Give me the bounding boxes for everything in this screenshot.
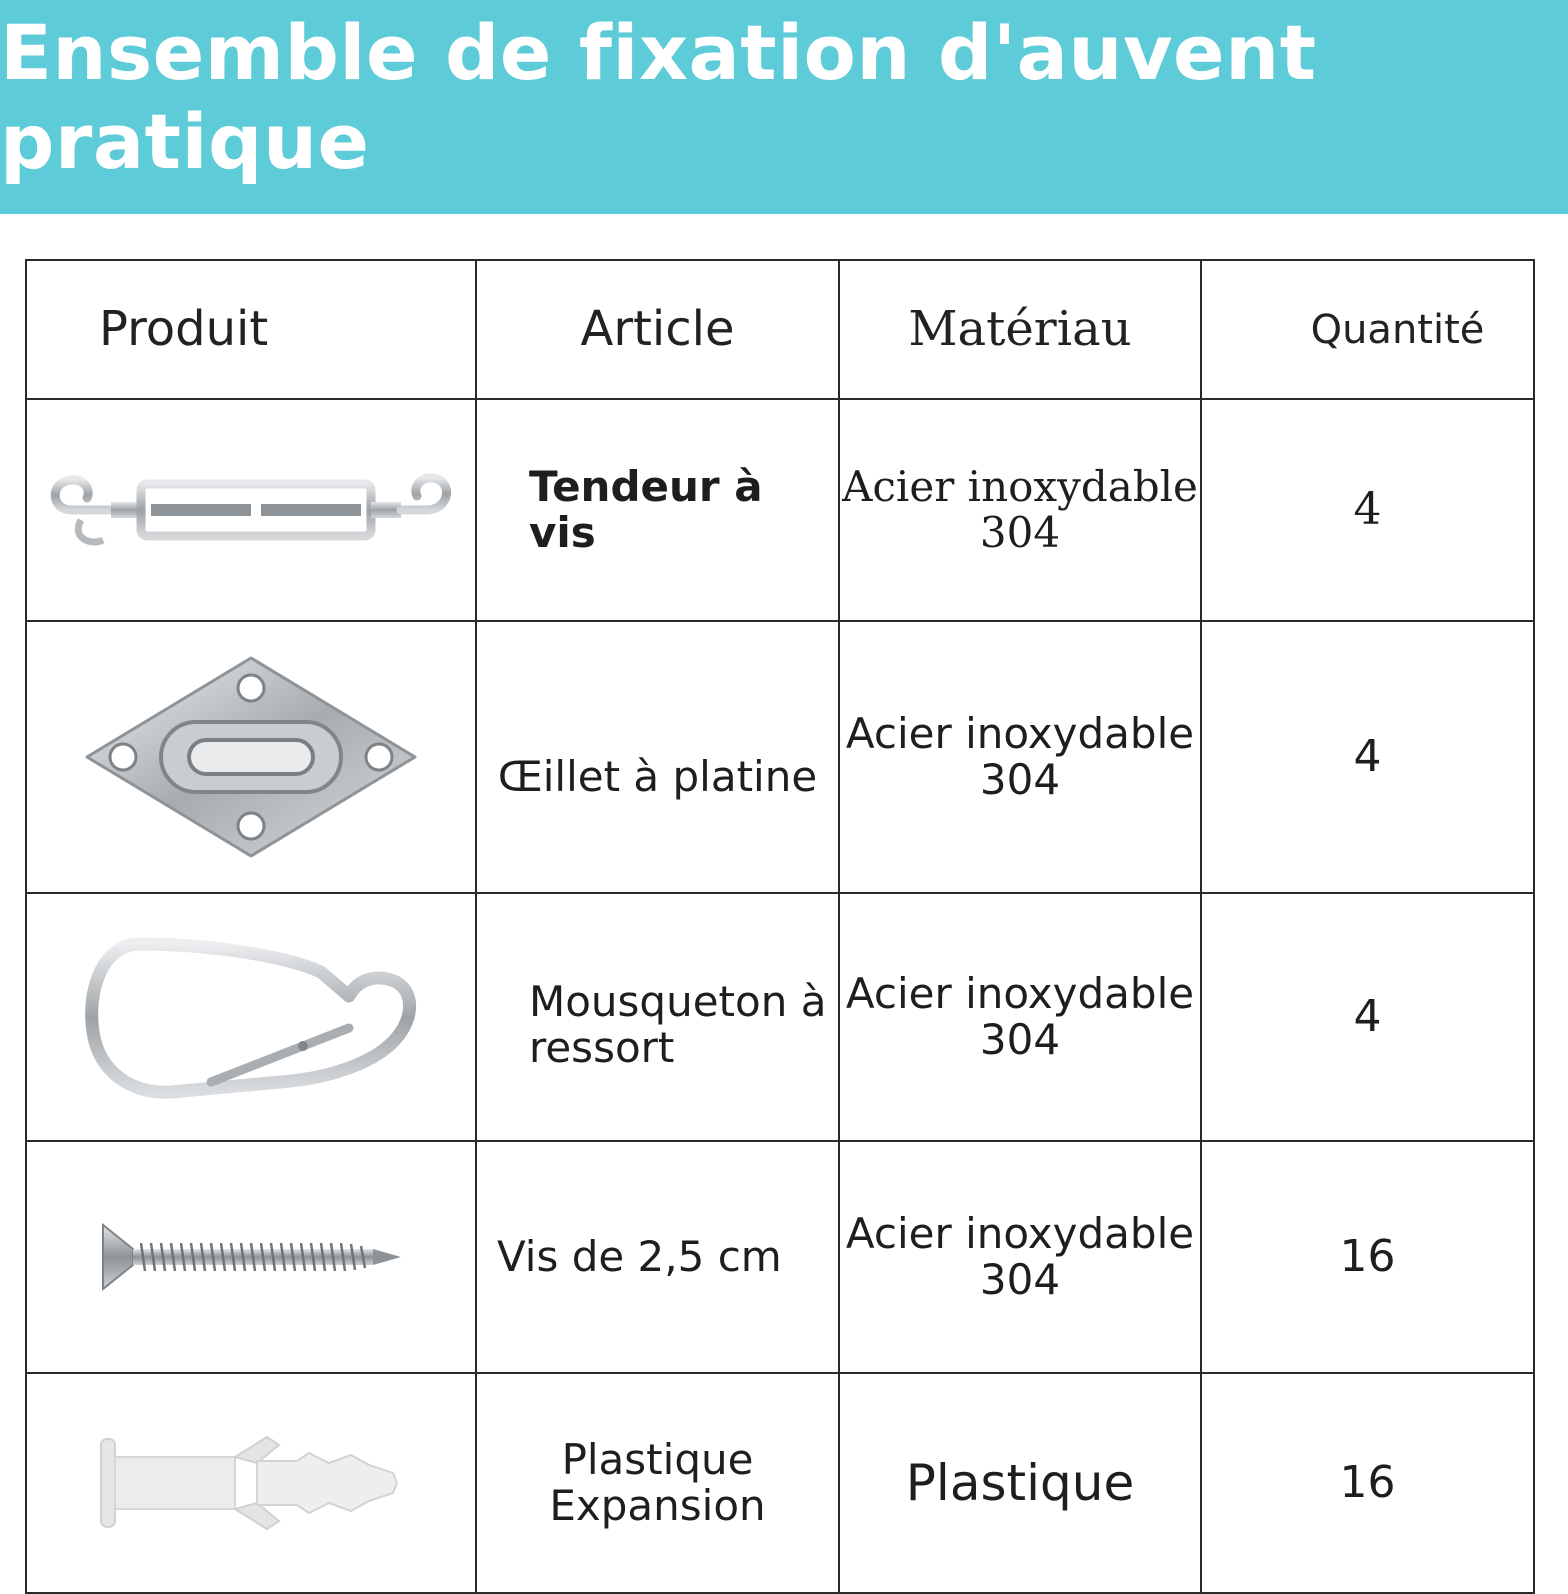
- article-cell: Plastique Expansion: [476, 1373, 839, 1593]
- screw-icon: [97, 1217, 407, 1297]
- turnbuckle-icon: [41, 460, 461, 560]
- material-cell: Acier inoxydable 304: [839, 1141, 1201, 1373]
- article-cell: Vis de 2,5 cm: [476, 1141, 839, 1373]
- header-article: Article: [476, 260, 839, 399]
- article-cell: Œillet à platine: [476, 621, 839, 893]
- table-row: [26, 621, 1534, 893]
- article-cell: Tendeur à vis: [476, 399, 839, 621]
- header-material: Matériau: [839, 260, 1201, 399]
- article-cell: Mousqueton à ressort: [476, 893, 839, 1141]
- quantity-cell: 16: [1201, 1141, 1534, 1373]
- pad-eye-plate-icon: [81, 652, 421, 862]
- quantity-cell: 4: [1201, 399, 1534, 621]
- header-product: Produit: [26, 260, 476, 399]
- product-image-cell: [26, 893, 476, 1141]
- table-row: [26, 893, 1534, 1141]
- table-row: [26, 1373, 1534, 1593]
- material-cell: Acier inoxydable 304: [839, 621, 1201, 893]
- product-image-cell: [26, 621, 476, 893]
- material-cell: Plastique: [839, 1373, 1201, 1593]
- table-row: [26, 399, 1534, 621]
- table-row: [26, 1141, 1534, 1373]
- quantity-cell: 4: [1201, 893, 1534, 1141]
- product-image-cell: [26, 1141, 476, 1373]
- quantity-cell: 16: [1201, 1373, 1534, 1593]
- header-quantity: Quantité: [1201, 260, 1534, 399]
- quantity-cell: 4: [1201, 621, 1534, 893]
- material-cell: Acier inoxydable 304: [839, 893, 1201, 1141]
- product-image-cell: [26, 399, 476, 621]
- table-header-row: [26, 260, 1534, 399]
- product-table: [25, 259, 1535, 1594]
- page-title: Ensemble de fixation d'auvent pratique: [0, 8, 1317, 186]
- wall-plug-icon: [97, 1433, 407, 1533]
- carabiner-icon: [81, 932, 421, 1102]
- title-banner: [0, 0, 1568, 214]
- material-cell: Acier inoxydable 304: [839, 399, 1201, 621]
- product-image-cell: [26, 1373, 476, 1593]
